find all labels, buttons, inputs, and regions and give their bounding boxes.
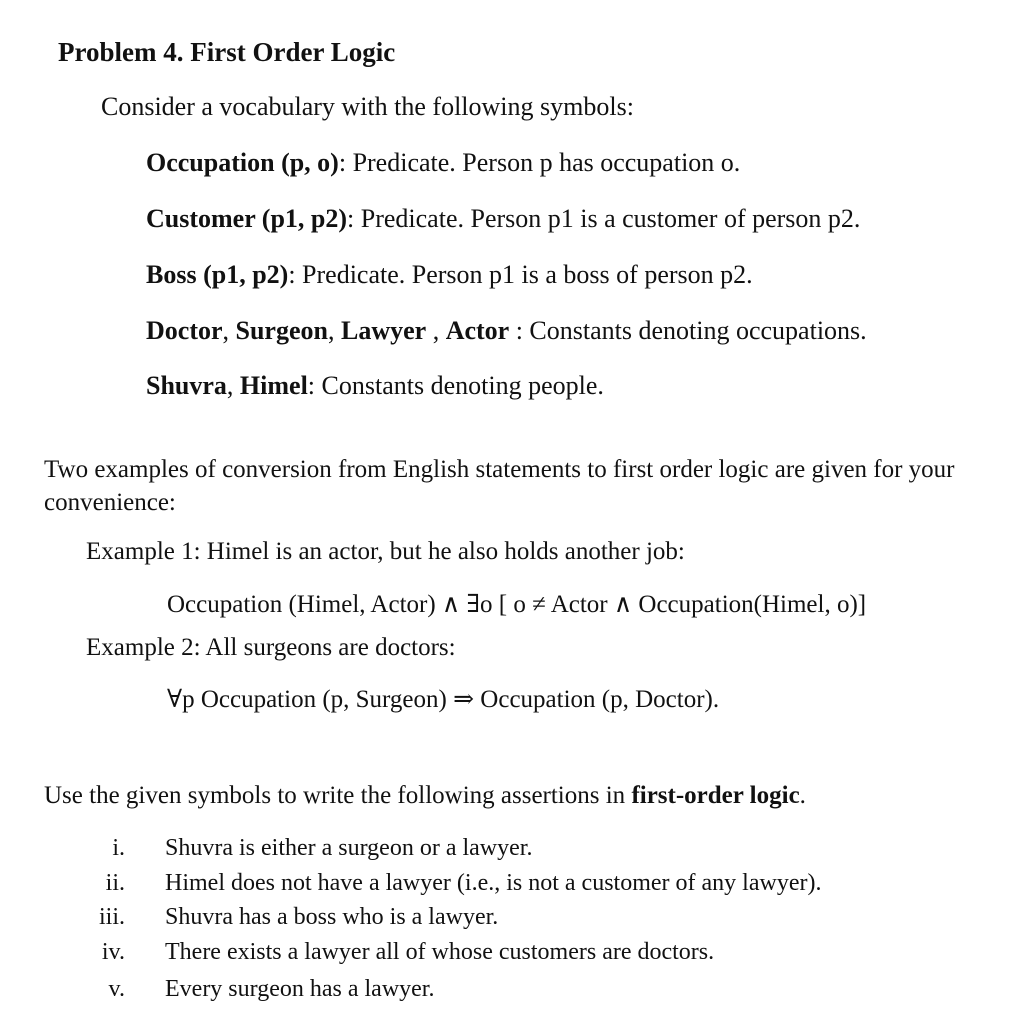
item-text: Shuvra has a boss who is a lawyer. xyxy=(165,904,499,930)
item-number: ii. xyxy=(105,870,125,896)
definition-desc: : Predicate. Person p1 is a boss of person p2. xyxy=(288,260,753,289)
example-2-formula: ∀p Occupation (p, Surgeon) ⇒ Occupation (p, Doctor). xyxy=(167,686,720,713)
item-number: v. xyxy=(108,976,125,1002)
separator: , xyxy=(327,316,341,345)
problem-title: Problem 4. First Order Logic xyxy=(58,37,396,67)
constant-surgeon: Surgeon xyxy=(235,316,328,345)
definition-boss xyxy=(146,260,753,290)
definition-customer xyxy=(146,204,860,234)
examples-intro: Two examples of conversion from English statements to first order logic are given for your convenience: xyxy=(44,456,955,516)
item-number: iii. xyxy=(98,904,125,930)
definition-desc: : Predicate. Person p has occupation o. xyxy=(338,148,741,177)
definition-desc: : Constants denoting occupations. xyxy=(509,316,867,345)
definition-occupation xyxy=(146,148,740,178)
item-number: iv. xyxy=(101,939,125,965)
definition-term: Occupation (p, o) xyxy=(146,148,339,177)
constant-himel: Himel xyxy=(239,371,308,400)
constant-actor: Actor xyxy=(445,316,510,345)
task-prefix: Use the given symbols to write the following assertions in xyxy=(44,782,632,809)
task-suffix: . xyxy=(799,782,806,809)
definition-term: Customer (p1, p2) xyxy=(146,204,348,233)
constant-shuvra: Shuvra xyxy=(146,371,227,400)
item-text: Shuvra is either a surgeon or a lawyer. xyxy=(165,835,533,861)
task-bold: first-order logic xyxy=(631,782,800,809)
example-2-label: Example 2: All surgeons are doctors: xyxy=(86,634,456,661)
constant-lawyer: Lawyer xyxy=(340,316,427,345)
item-number: i. xyxy=(112,835,125,861)
definition-term: Boss (p1, p2) xyxy=(146,260,289,289)
item-text: Every surgeon has a lawyer. xyxy=(165,976,435,1002)
item-text: There exists a lawyer all of whose customers are doctors. xyxy=(165,939,715,965)
constant-doctor: Doctor xyxy=(146,316,223,345)
definition-people-constants xyxy=(146,371,604,401)
vocabulary-intro: Consider a vocabulary with the following symbols: xyxy=(101,92,634,121)
definition-desc: : Constants denoting people. xyxy=(307,371,604,400)
task-instruction xyxy=(44,782,806,810)
separator: , xyxy=(222,316,236,345)
definition-occupation-constants xyxy=(146,316,867,346)
definition-desc: : Predicate. Person p1 is a customer of person p2. xyxy=(347,204,861,233)
separator: , xyxy=(426,316,446,345)
separator: , xyxy=(226,371,240,400)
item-text: Himel does not have a lawyer (i.e., is not a customer of any lawyer). xyxy=(165,870,822,896)
example-1-formula: Occupation (Himel, Actor) ∧ ∃o [ o ≠ Actor ∧ Occupation(Himel, o)] xyxy=(167,591,867,618)
example-1-label: Example 1: Himel is an actor, but he also holds another job: xyxy=(86,538,685,565)
